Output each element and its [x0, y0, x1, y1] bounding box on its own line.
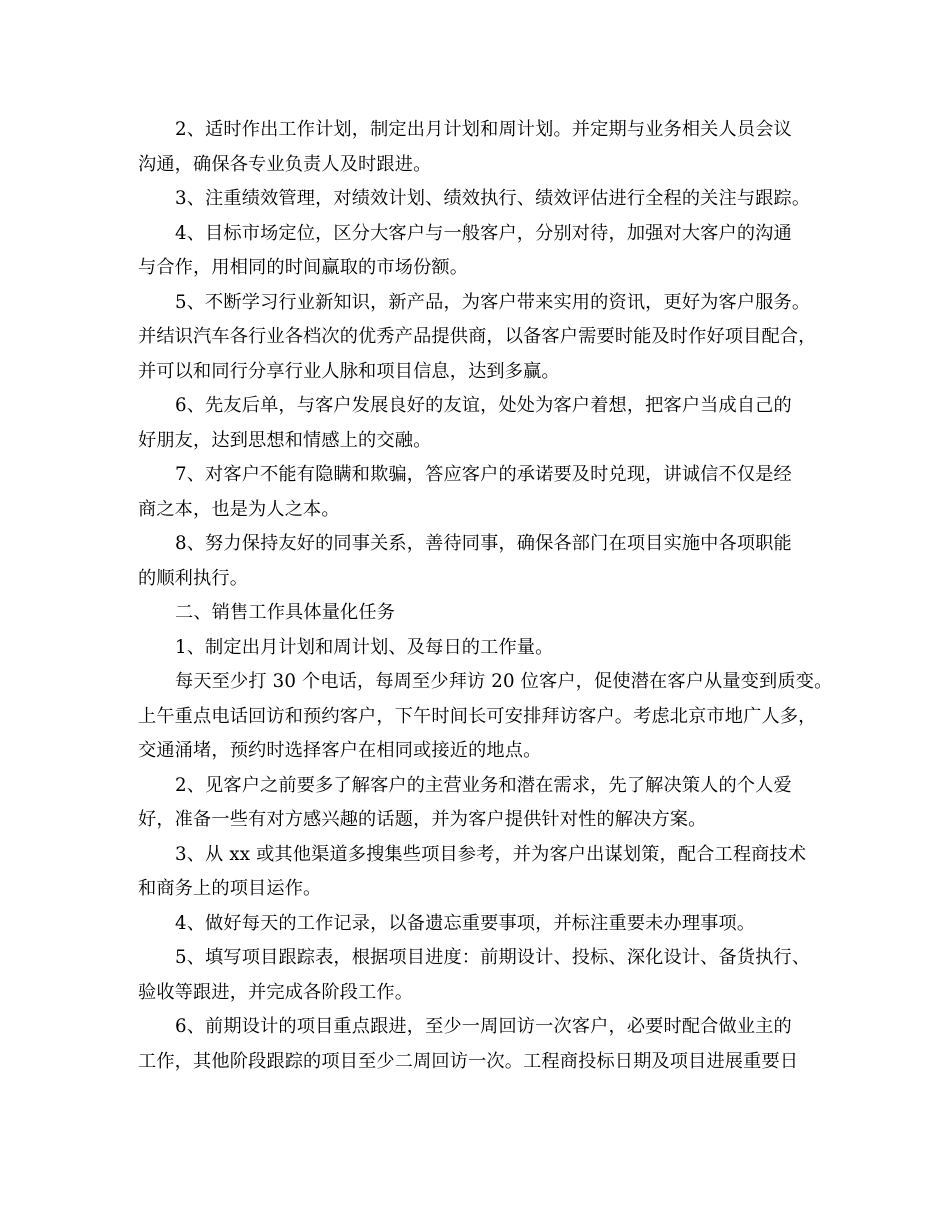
text-line: 3、注重绩效管理，对绩效计划、绩效执行、绩效评估进行全程的关注与跟踪。: [175, 188, 811, 209]
text-line: 2、适时作出工作计划，制定出月计划和周计划。并定期与业务相关人员会议: [175, 119, 792, 140]
text-line: 2、见客户之前要多了解客户的主营业务和潜在需求，先了解决策人的个人爱: [175, 774, 792, 796]
text-line: 8、努力保持友好的同事关系，善待同事，确保各部门在项目实施中各项职能: [175, 533, 792, 554]
paragraph-3-performance: [138, 182, 818, 217]
paragraph-5-learning: [138, 286, 818, 390]
text-line: 4、目标市场定位，区分大客户与一般客户，分别对待，加强对大客户的沟通: [175, 222, 792, 244]
text-line: 商之本，也是为人之本。: [138, 498, 340, 520]
text-line: 7、对客户不能有隐瞒和欺骗，答应客户的承诺要及时兑现，讲诚信不仅是经: [175, 464, 792, 485]
text-line: 验收等跟进，并完成各阶段工作。: [138, 981, 414, 1003]
text-line: 好朋友，达到思想和情感上的交融。: [138, 429, 432, 451]
paragraph-task-6-followup: [138, 1010, 818, 1079]
text-line: 3、从 xx 或其他渠道多搜集些项目参考，并为客户出谋划策，配合工程商技术: [175, 843, 807, 865]
text-line: 并结识汽车各行业各档次的优秀产品提供商，以备客户需要时能及时作好项目配合，: [138, 326, 817, 347]
paragraph-6-friendship: [138, 389, 818, 458]
text-line: 和商务上的项目运作。: [138, 878, 322, 899]
text-line: 4、做好每天的工作记录，以备遗忘重要事项，并标注重要未办理事项。: [175, 912, 756, 934]
paragraph-daily-calls: [138, 665, 833, 769]
paragraph-8-colleagues: [138, 527, 818, 596]
paragraph-task-1-plan: [138, 631, 818, 666]
text-line: 二、销售工作具体量化任务: [175, 602, 396, 623]
text-line: 6、前期设计的项目重点跟进，至少一周回访一次客户，必要时配合做业主的: [175, 1016, 792, 1037]
text-line: 每天至少打 30 个电话，每周至少拜访 20 位客户，促使潜在客户从量变到质变。: [175, 671, 833, 692]
text-line: 6、先友后单，与客户发展良好的友谊，处处为客户着想，把客户当成自己的: [175, 395, 792, 416]
text-line: 并可以和同行分享行业人脉和项目信息，达到多赢。: [138, 360, 560, 382]
text-line: 与合作，用相同的时间赢取的市场份额。: [138, 257, 469, 278]
paragraph-7-integrity: [138, 458, 818, 527]
text-line: 沟通，确保各专业负责人及时跟进。: [138, 153, 432, 175]
paragraph-4-market-positioning: [138, 217, 818, 286]
paragraph-task-5-tracking: [138, 941, 818, 1010]
text-line: 的顺利执行。: [138, 567, 249, 589]
text-line: 5、填写项目跟踪表，根据项目进度：前期设计、投标、深化设计、备货执行、: [175, 947, 811, 968]
text-line: 交通涌堵，预约时选择客户在相同或接近的地点。: [138, 740, 542, 761]
section-heading-quantified-tasks: [138, 596, 818, 631]
text-line: 工作，其他阶段跟踪的项目至少二周回访一次。工程商投标日期及项目进展重要日: [138, 1050, 799, 1072]
text-line: 1、制定出月计划和周计划、及每日的工作量。: [175, 636, 554, 658]
text-line: 5、不断学习行业新知识，新产品，为客户带来实用的资讯，更好为客户服务。: [175, 291, 811, 313]
text-line: 好，准备一些有对方感兴趣的话题，并为客户提供针对性的解决方案。: [138, 809, 707, 830]
text-line: 上午重点电话回访和预约客户，下午时间长可安排拜访客户。考虑北京市地广人多，: [138, 705, 817, 727]
paragraph-task-3-projects: [138, 838, 818, 907]
paragraph-task-4-records: [138, 907, 818, 942]
document-body: [138, 113, 833, 1079]
paragraph-task-2-research: [138, 769, 818, 838]
paragraph-2-work-plan: [138, 113, 818, 182]
